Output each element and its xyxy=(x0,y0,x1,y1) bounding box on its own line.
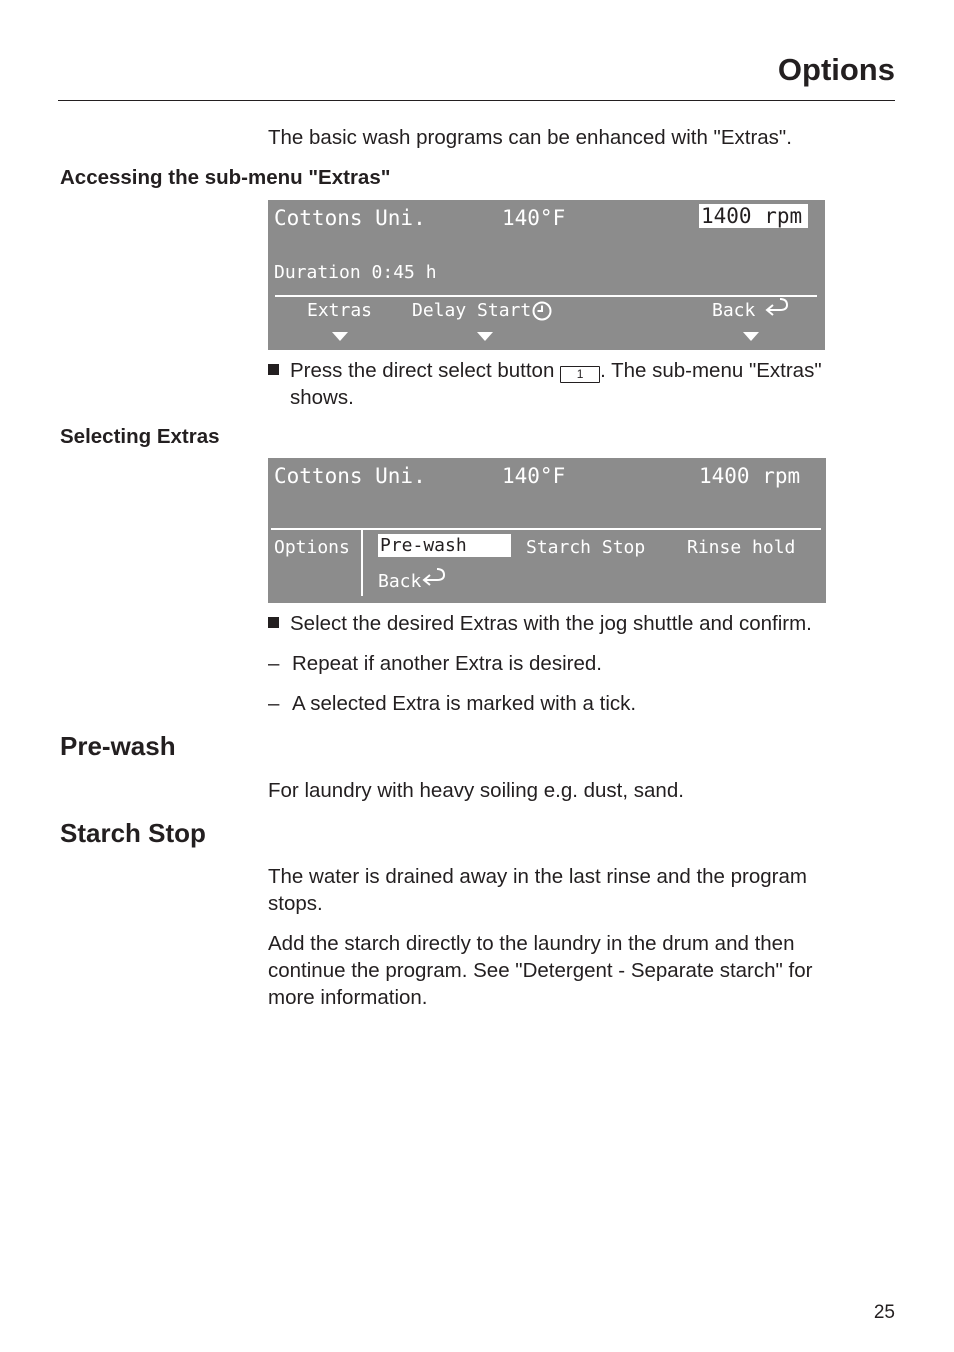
selecting-heading: Selecting Extras xyxy=(60,425,220,448)
menu-item-rinse-hold: Rinse hold xyxy=(687,537,796,558)
starch-para2-line1: Add the starch directly to the laundry in the drum and then xyxy=(268,932,795,955)
page-number: 25 xyxy=(873,1302,895,1323)
display-program: Cottons Uni. xyxy=(274,206,426,230)
accessing-instruction: Press the direct select button 1 . The sub-menu "Extras" xyxy=(268,357,822,384)
display-main-screen xyxy=(268,200,825,350)
display-temperature: 140°F xyxy=(502,206,566,230)
header-rule xyxy=(58,100,895,101)
accessing-heading: Accessing the sub-menu "Extras" xyxy=(60,166,391,189)
selecting-instruction: Select the desired Extras with the jog shuttle and confirm. xyxy=(268,610,812,637)
note-repeat: – Repeat if another Extra is desired. xyxy=(268,652,602,675)
softkey-extras: Extras xyxy=(307,300,373,321)
starch-para1-line1: The water is drained away in the last rinse and the program xyxy=(268,865,807,888)
bullet-square-icon xyxy=(268,617,279,628)
display-spin: 1400 rpm xyxy=(699,464,801,488)
softkey-1-indicator xyxy=(332,332,348,341)
starch-para1-line2: stops. xyxy=(268,892,323,915)
intro-text: The basic wash programs can be enhanced with "Extras". xyxy=(268,126,792,149)
menu-item-back: Back xyxy=(378,571,422,592)
display-extras-menu xyxy=(268,458,826,603)
softkey-2-indicator xyxy=(477,332,493,341)
menu-item-starch-stop: Starch Stop xyxy=(526,537,646,558)
back-arrow-icon xyxy=(421,566,447,590)
display-temperature: 140°F xyxy=(502,464,566,488)
softkey-delay-start: Delay Start xyxy=(412,300,532,321)
display-program: Cottons Uni. xyxy=(274,464,426,488)
direct-select-button-icon: 1 xyxy=(560,366,600,383)
display-divider xyxy=(271,528,821,530)
prewash-heading: Pre-wash xyxy=(60,731,176,761)
clock-icon xyxy=(531,300,553,322)
starch-para2-line2: continue the program. See "Detergent - Separate starch" for xyxy=(268,959,813,982)
note-tick: – A selected Extra is marked with a tick. xyxy=(268,692,637,715)
softkey-back: Back xyxy=(712,300,756,321)
display-spin-selected: 1400 rpm xyxy=(699,204,808,228)
starch-para2-line3: more information. xyxy=(268,986,428,1009)
back-arrow-icon xyxy=(762,296,790,320)
starch-stop-heading: Starch Stop xyxy=(60,818,206,848)
menu-label-options: Options xyxy=(274,537,350,558)
display-divider xyxy=(275,295,817,297)
prewash-text: For laundry with heavy soiling e.g. dust, sand. xyxy=(268,779,684,802)
bullet-square-icon xyxy=(268,364,279,375)
menu-item-pre-wash-selected: Pre-wash xyxy=(378,534,511,557)
softkey-3-indicator xyxy=(743,332,759,341)
accessing-instruction-cont: shows. xyxy=(290,386,354,409)
page-title: Options xyxy=(777,52,895,87)
display-vertical-divider xyxy=(361,530,363,596)
display-duration: Duration 0:45 h xyxy=(274,262,437,283)
